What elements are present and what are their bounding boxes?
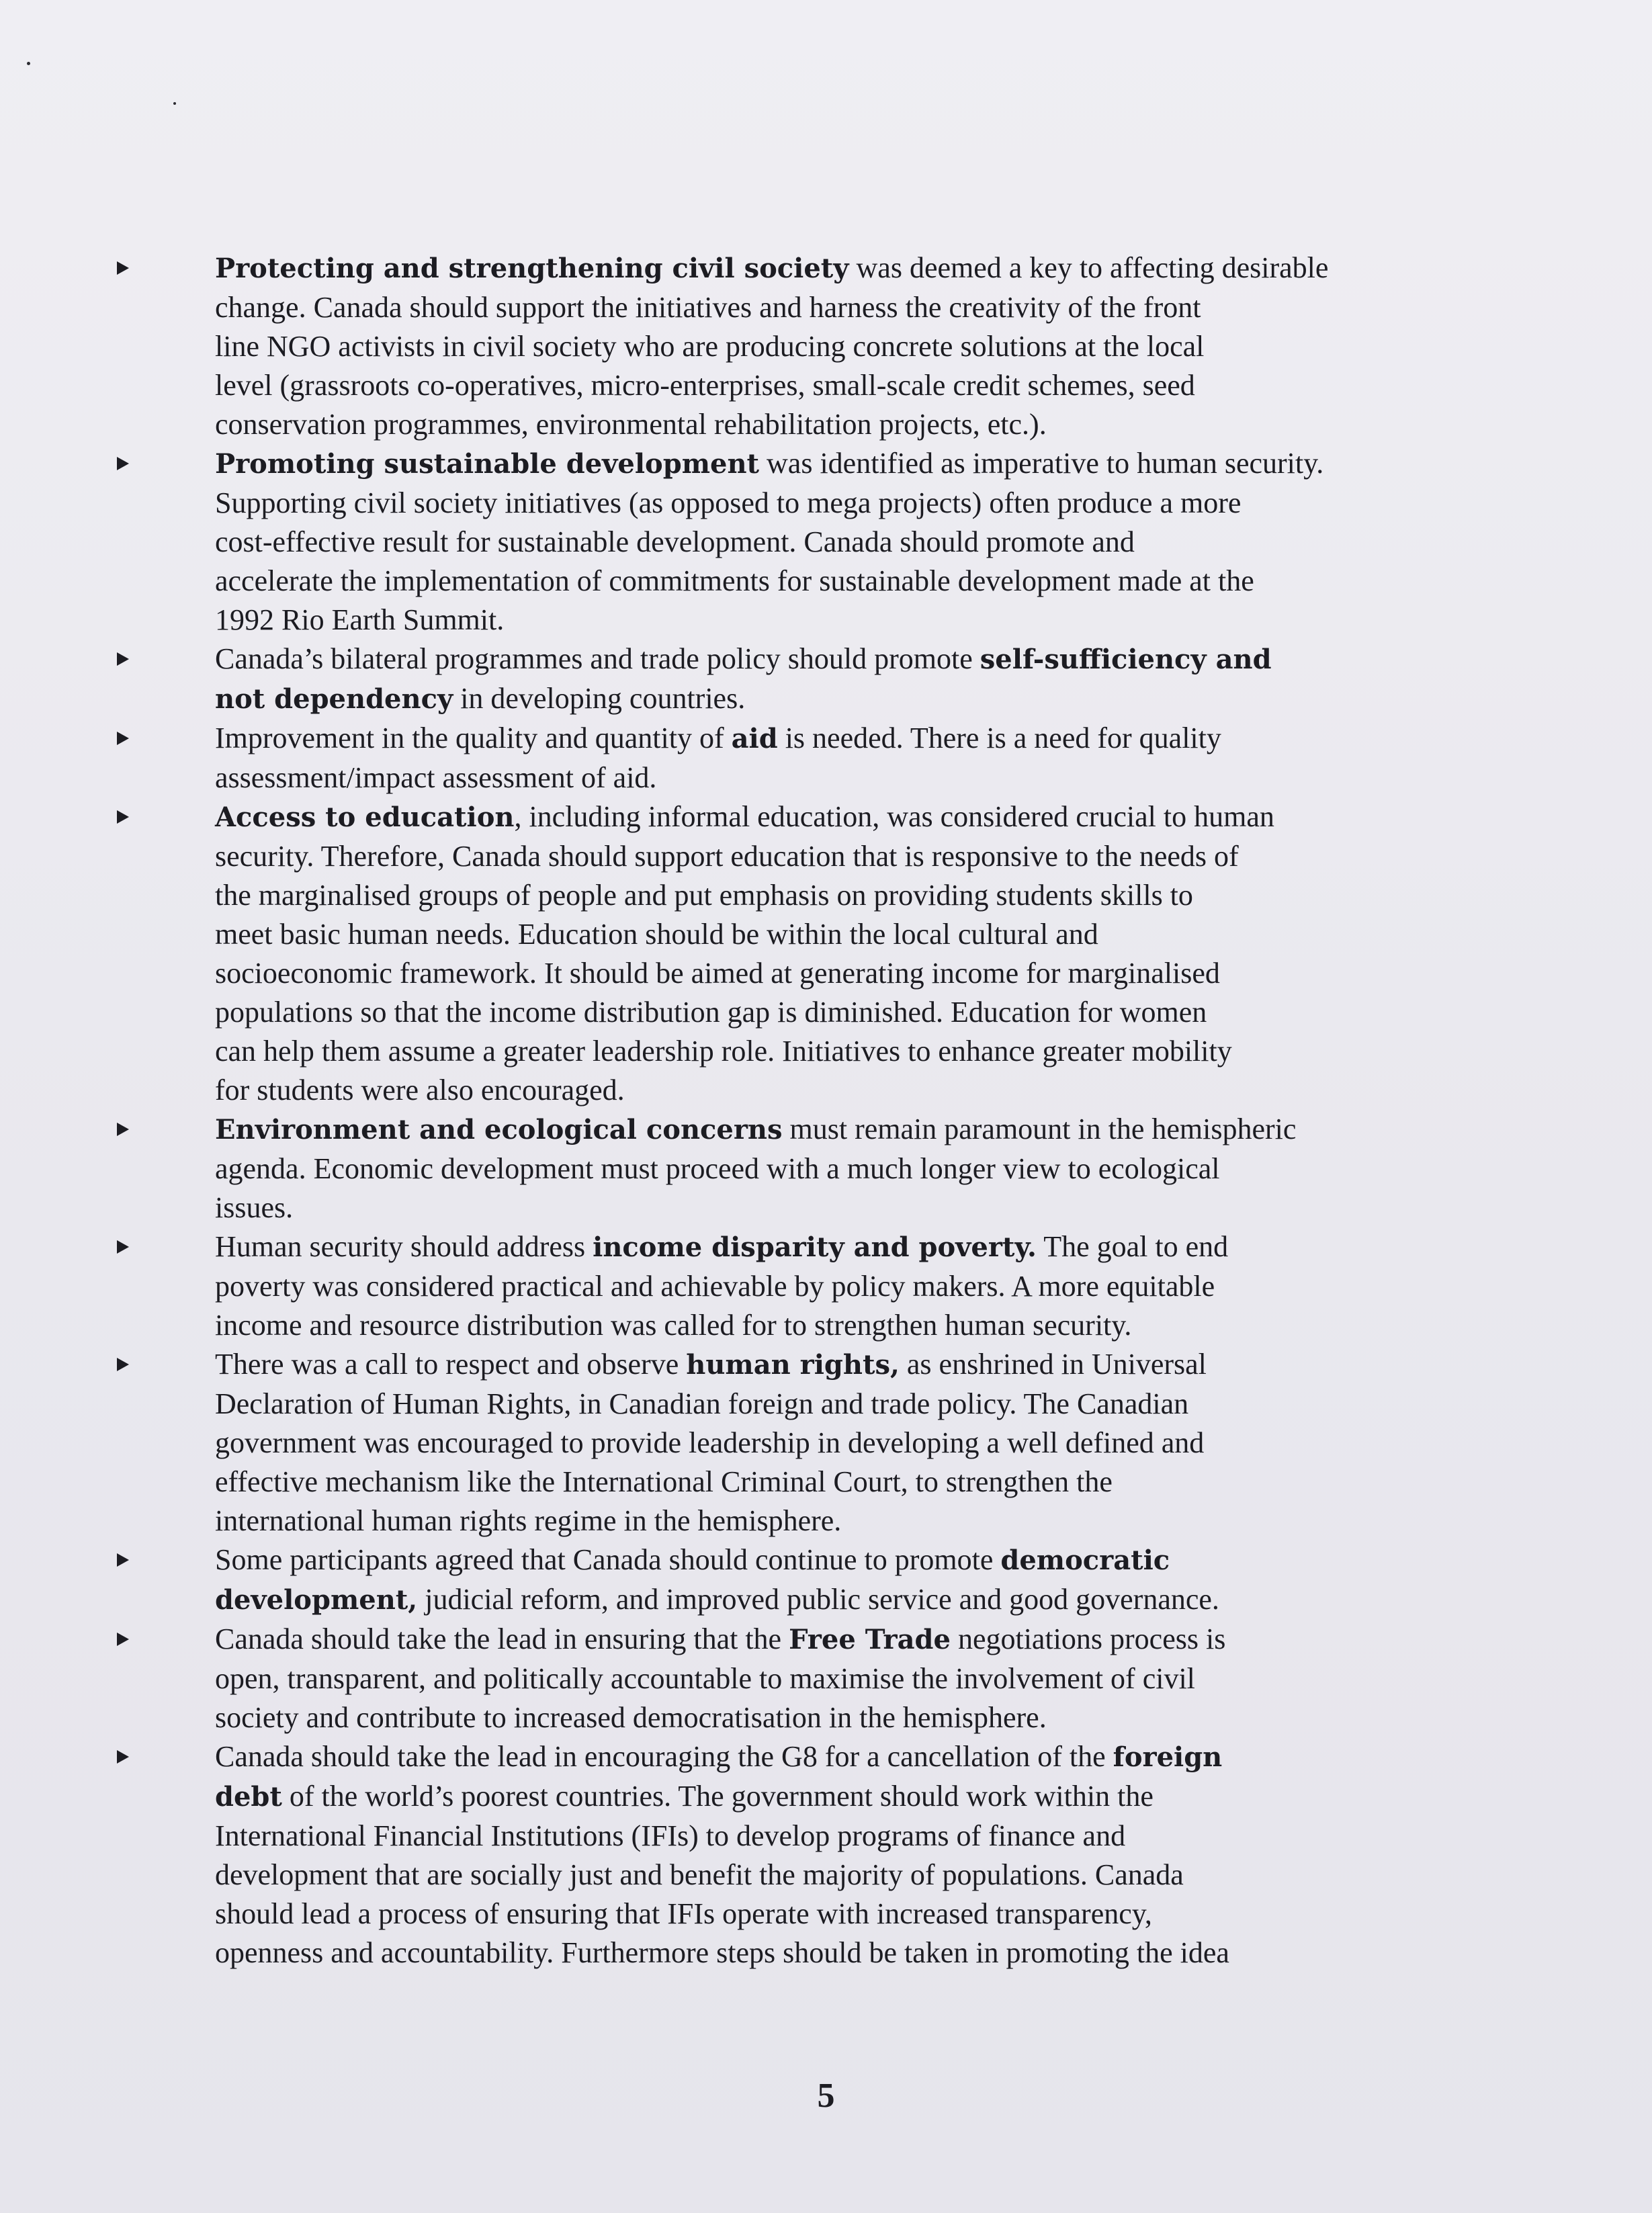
triangle-bullet-icon — [117, 1123, 129, 1136]
triangle-bullet-icon — [117, 1553, 129, 1567]
bullet-text — [215, 1348, 1207, 1537]
bullet-list — [114, 249, 1471, 1972]
bold-phrase: Free Trade — [789, 1624, 951, 1655]
scan-speck — [173, 102, 176, 105]
bullet-text — [215, 1740, 1229, 1969]
bold-phrase: foreign debt — [215, 1741, 1223, 1813]
text-run: Canada should take the lead in encouraging the G8 for a cancellation of the — [215, 1740, 1113, 1773]
text-run: was deemed a key to affecting desirable change. Canada should support the initiatives and harness the creativity of the front line NGO activists in civil society who are producing concrete solutions at the local level (grassroots co-operatives, micro-enterprises, small-scale credit schemes, seed conservation programmes, environmental rehabilitation projects, etc.). — [215, 251, 1329, 441]
bold-phrase: self-sufficiency and not dependency — [215, 644, 1272, 715]
scan-speck — [27, 62, 30, 65]
bullet-item — [114, 1345, 1471, 1541]
text-run: negotiations process is open, transparent, and politically accountable to maximise the involvement of civil society and contribute to increased democratisation in the hemisphere. — [215, 1622, 1226, 1734]
bullet-item — [114, 797, 1471, 1110]
bullet-text — [215, 1543, 1219, 1616]
text-run: must remain paramount in the hemispheric agenda. Economic development must proceed with a much longer view to ecological issues. — [215, 1113, 1297, 1224]
triangle-bullet-icon — [117, 1633, 129, 1646]
triangle-bullet-icon — [117, 457, 129, 470]
triangle-bullet-icon — [117, 810, 129, 824]
bullet-item — [114, 444, 1471, 640]
bullet-item — [114, 1110, 1471, 1227]
bullet-item — [114, 1227, 1471, 1345]
bullet-item — [114, 1620, 1471, 1737]
text-run: The goal to end poverty was considered practical and achievable by policy makers. A more equitable income and resource distribution was called for to strengthen human security. — [215, 1230, 1229, 1342]
text-run: was identified as imperative to human security. Supporting civil society initiatives (as opposed to mega projects) often produce a more cost-effective result for sustainable development. Canada should promote and accelerate the implementation of commitments for sustainable development made at the 1992 Rio Earth Summit. — [215, 447, 1324, 636]
bullet-item — [114, 1541, 1471, 1620]
triangle-bullet-icon — [117, 1750, 129, 1764]
text-run: in developing countries. — [453, 682, 746, 715]
page-number: 5 — [817, 2077, 835, 2115]
bullet-item — [114, 1737, 1471, 1972]
text-run: Improvement in the quality and quantity of — [215, 722, 732, 754]
bullet-item — [114, 719, 1471, 797]
text-run: of the world’s poorest countries. The government should work within the International Financial Institutions (IFIs) to develop programs of finance and development that are socially just and benefit the majority of populations. Canada should lead a process of ensuring that IFIs operate with increased transparency, openness and accountability. Furthermore steps should be taken in promoting the idea — [215, 1780, 1229, 1969]
bullet-item — [114, 249, 1471, 444]
bullet-text — [215, 642, 1272, 715]
text-run: Human security should address — [215, 1230, 593, 1263]
text-run: judicial reform, and improved public service and good governance. — [417, 1583, 1219, 1616]
bullet-text — [215, 800, 1274, 1106]
bullet-text — [215, 722, 1221, 794]
bold-phrase: Protecting and strengthening civil society — [215, 253, 849, 284]
triangle-bullet-icon — [117, 261, 129, 275]
bullet-text — [215, 447, 1323, 636]
bullet-text — [215, 1230, 1228, 1342]
text-run: There was a call to respect and observe — [215, 1348, 687, 1381]
triangle-bullet-icon — [117, 1358, 129, 1371]
bullet-text — [215, 1113, 1296, 1224]
text-run: Some participants agreed that Canada should continue to promote — [215, 1543, 1001, 1576]
bold-phrase: democratic development, — [215, 1545, 1170, 1616]
triangle-bullet-icon — [117, 1240, 129, 1254]
bold-phrase: aid — [731, 723, 778, 754]
text-run: Canada’s bilateral programmes and trade policy should promote — [215, 642, 980, 675]
bullet-text — [215, 251, 1328, 441]
triangle-bullet-icon — [117, 652, 129, 666]
text-run: Canada should take the lead in ensuring that the — [215, 1622, 789, 1655]
bullet-text — [215, 1622, 1225, 1734]
bold-phrase: income disparity and poverty. — [593, 1231, 1037, 1263]
bold-phrase: Promoting sustainable development — [215, 448, 760, 480]
bullet-item — [114, 640, 1471, 719]
text-run: , including informal education, was considered crucial to human security. Therefore, Canada should support education that is responsive to the needs of the marginalised groups of people and put emphasis on providing students skills to meet basic human needs. Education should be within the local cultural and socioeconomic framework. It should be aimed at generating income for marginalised populations so that the income distribution gap is diminished. Education for women can help them assume a greater leadership role. Initiatives to enhance greater mobility for students were also encouraged. — [215, 800, 1274, 1106]
text-run: as enshrined in Universal Declaration of Human Rights, in Canadian foreign and trade policy. The Canadian government was encouraged to provide leadership in developing a well defined and effective mechanism like the International Criminal Court, to strengthen the international human rights regime in the hemisphere. — [215, 1348, 1207, 1537]
bold-phrase: Environment and ecological concerns — [215, 1114, 783, 1145]
text-run: is needed. There is a need for quality assessment/impact assessment of aid. — [215, 722, 1221, 794]
bold-phrase: Access to education — [215, 801, 515, 833]
bold-phrase: human rights, — [686, 1349, 900, 1381]
triangle-bullet-icon — [117, 732, 129, 745]
